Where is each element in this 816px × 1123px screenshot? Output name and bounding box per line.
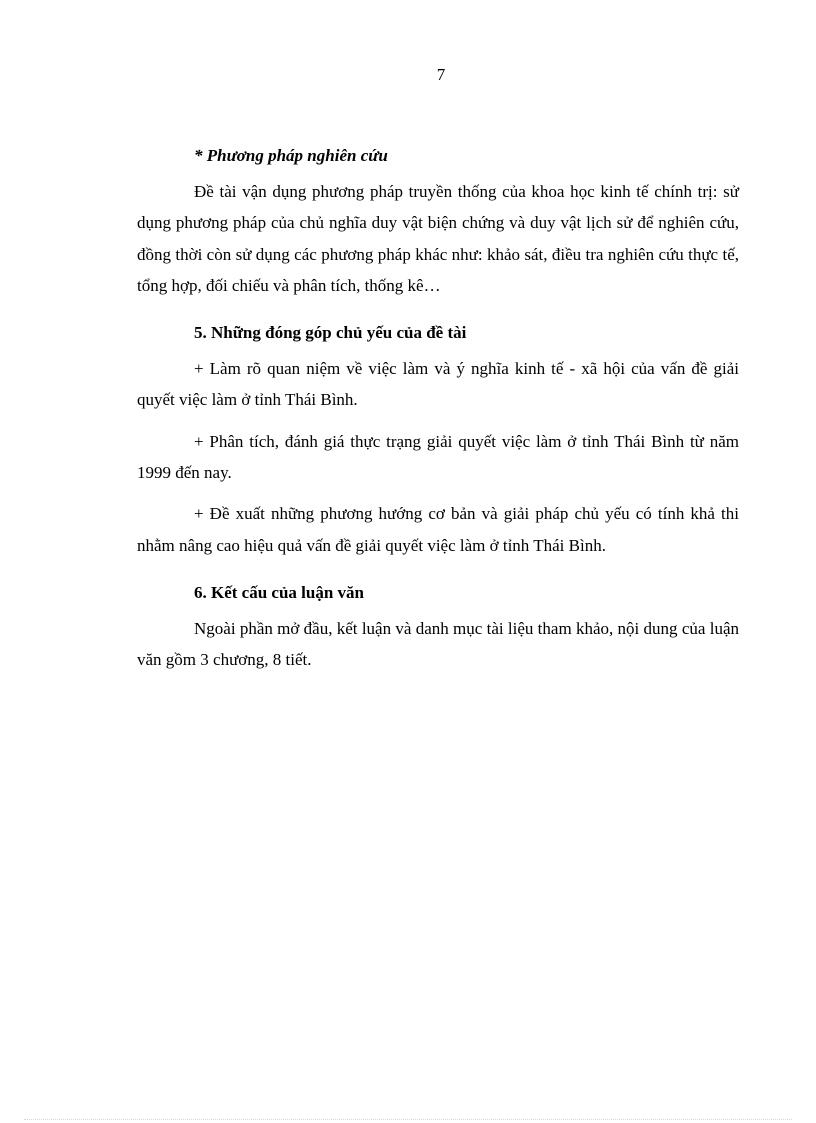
paragraph-contribution-1: + Làm rõ quan niệm về việc làm và ý nghĩa kinh tế - xã hội của vấn đề giải quyết việc làm ở tỉnh Thái Bình. <box>137 359 739 410</box>
paragraph-contribution-2: + Phân tích, đánh giá thực trạng giải quyết việc làm ở tỉnh Thái Bình từ năm 1999 đến nay. <box>137 431 739 483</box>
document-body <box>137 142 739 686</box>
section-heading-research-method: * Phương pháp nghiên cứu <box>194 146 388 165</box>
paragraph-contribution-3: + Đề xuất những phương hướng cơ bản và giải pháp chủ yếu có tính khả thi nhằm nâng cao hiệu quả vấn đề giải quyết việc làm ở tỉnh Thái Bình. <box>137 504 739 555</box>
paragraph-research-method: Đề tài vận dụng phương pháp truyền thống của khoa học kinh tế chính trị: sử dụng phương pháp của chủ nghĩa duy vật biện chứng và duy vật lịch sử để nghiên cứu, đồng thời còn sử dụng các phương pháp khác như: khảo sát, điều tra nghiên cứu thực tế, tổng hợp, đối chiếu và phân tích, thống kê… <box>137 182 739 295</box>
section-heading-structure: 6. Kết cấu của luận văn <box>194 582 365 602</box>
page-number: 7 <box>436 65 446 84</box>
section-heading-contributions: 5. Những đóng góp chủ yếu của đề tài <box>194 323 467 343</box>
page-bottom-divider <box>24 1119 792 1120</box>
paragraph-structure: Ngoài phần mở đầu, kết luận và danh mục tài liệu tham khảo, nội dung của luận văn gồm 3 chương, 8 tiết. <box>137 618 739 670</box>
